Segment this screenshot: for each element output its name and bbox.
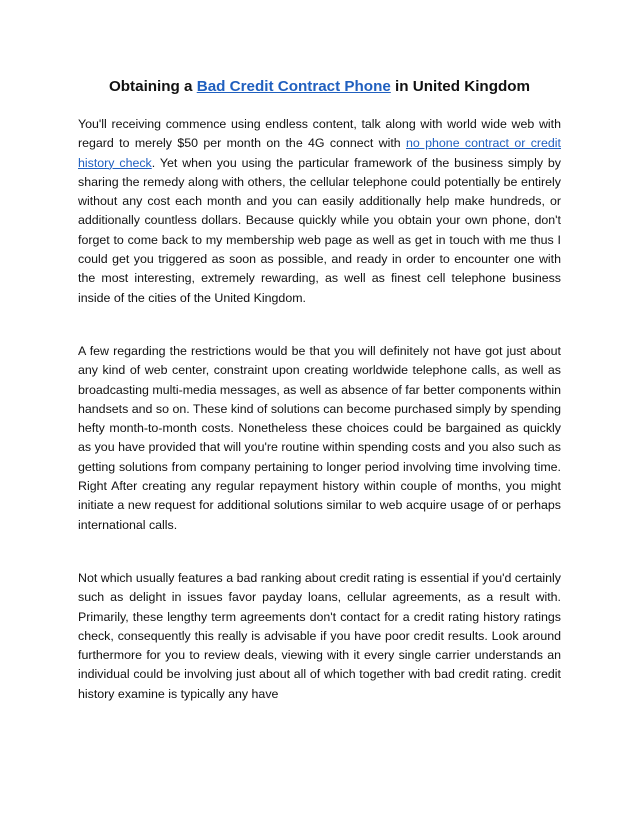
- no-phone-contract-link[interactable]: no phone contract or credit history check: [78, 136, 561, 170]
- paragraph-1-text-after: . Yet when you using the particular framework of the business simply by sharing the remedy along with others, the cellular telephone could potentially be entirely without any cost each month and you can easily additionally help make hundreds, or additionally countless dollars. Because quickly while you obtain your own phone, don't forget to come back to my membership web page as well as get in touch with me thus I could get you triggered as soon as possible, and ready in order to encounter one with the most interesting, extremely rewarding, as well as finest cell telephone business inside of the cities of the United Kingdom.: [78, 155, 561, 305]
- paragraph-2: A few regarding the restrictions would be that you will definitely not have got just about any kind of web center, constraint upon creating worldwide telephone calls, as well as broadcasting multi-media messages, as well as absence of far better components within handsets and so on. These kind of solutions can become purchased simply by spending hefty month-to-month costs. Nonetheless these choices could be bargained as quickly as you have provided that will you're routine within spending costs and you also such as getting solutions from company pertaining to longer period involving time involving time. Right After creating any regular repayment history within couple of months, you might initiate a new request for additional solutions similar to web acquire usage of or perhaps international calls.: [78, 343, 561, 532]
- paragraph-1-text-before: You'll receiving commence using endless content, talk along with world wide web with regard to merely $50 per month on the 4G connect with: [78, 117, 561, 151]
- paragraph-3: Not which usually features a bad ranking about credit rating is essential if you'd certainly such as delight in issues favor payday loans, cellular agreements, as a result with. Primarily, these lengthy term agreements don't contact for a credit rating history ratings check, consequently this really is advisable if you have poor credit results. Look around furthermore for you to review deals, viewing with it every single carrier understands an individual could be involving just about all of which together with bad credit rating. credit history examine is typically any have: [78, 570, 561, 701]
- paragraph-1: [78, 115, 561, 308]
- title-prefix: Obtaining a: [108, 78, 197, 95]
- title-link[interactable]: Bad Credit Contract Phone: [196, 78, 391, 95]
- title-suffix: in United Kingdom: [390, 78, 531, 95]
- document-page: [78, 76, 561, 704]
- document-title: [78, 76, 561, 98]
